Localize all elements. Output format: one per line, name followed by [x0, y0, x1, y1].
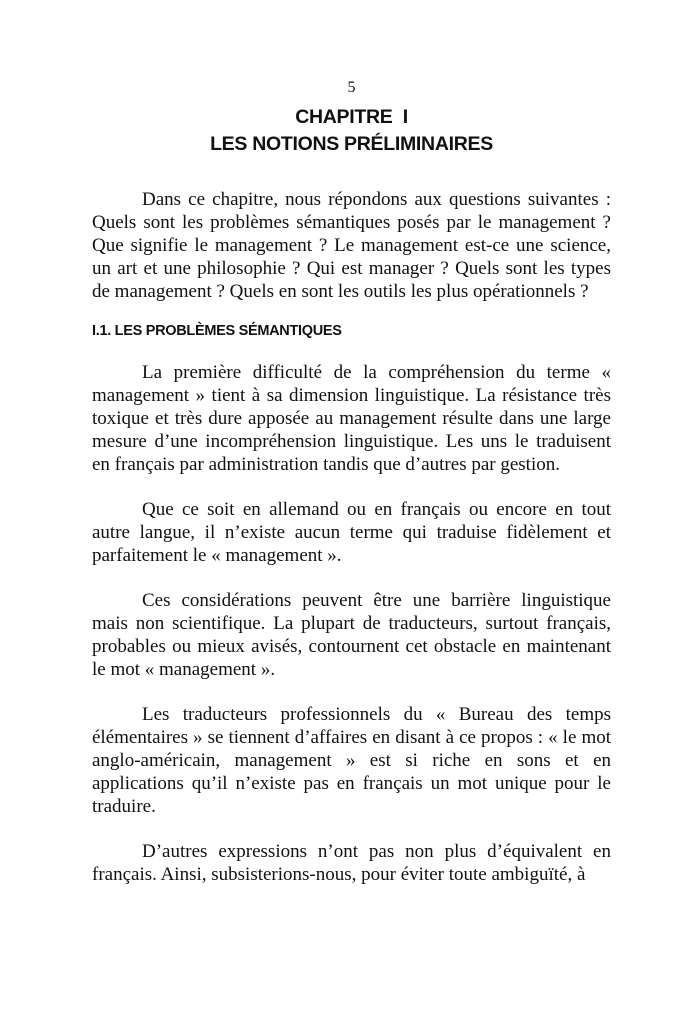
body-paragraph: D’autres expressions n’ont pas non plus d’équivalent en français. Ainsi, subsisterions-nous, pour éviter toute ambiguïté, à [92, 841, 611, 885]
section-heading: I.1. LES PROBLÈMES SÉMANTIQUES [92, 323, 342, 339]
body-paragraph: Ces considérations peuvent être une barrière linguistique mais non scientifique. La plupart de traducteurs, surtout français, probables ou mieux avisés, contournent cet obstacle en maintenant le mot « management ». [92, 590, 611, 680]
body-paragraph: Que ce soit en allemand ou en français ou encore en tout autre langue, il n’existe aucun terme qui traduise fidèlement et parfaitement le « management ». [92, 499, 611, 566]
body-paragraph: La première difficulté de la compréhension du terme « management » tient à sa dimension linguistique. La résistance très toxique et très dure apposée au management résulte dans une large mesure d’une incompréhension linguistique. Les uns le traduisent en français par administration tandis que d’autres par gestion. [92, 362, 611, 475]
chapter-title [92, 104, 611, 158]
document-page [92, 78, 611, 886]
chapter-name: LES NOTIONS PRÉLIMINAIRES [210, 133, 493, 155]
page-number: 5 [347, 79, 356, 96]
intro-paragraph: Dans ce chapitre, nous répondons aux questions suivantes : Quels sont les problèmes sémantiques posés par le management ? Que signifie le management ? Le management est-ce une science, un art et une philosophie ? Qui est manager ? Quels sont les types de management ? Quels en sont les outils les plus opérationnels ? [92, 189, 611, 302]
chapter-label: CHAPITRE I [295, 106, 408, 128]
body-paragraph: Les traducteurs professionnels du « Bureau des temps élémentaires » se tiennent d’affaires en disant à ce propos : « le mot anglo-américain, management » est si riche en sons et en applications qu’il n’existe pas en français un mot unique pour le traduire. [92, 704, 611, 817]
